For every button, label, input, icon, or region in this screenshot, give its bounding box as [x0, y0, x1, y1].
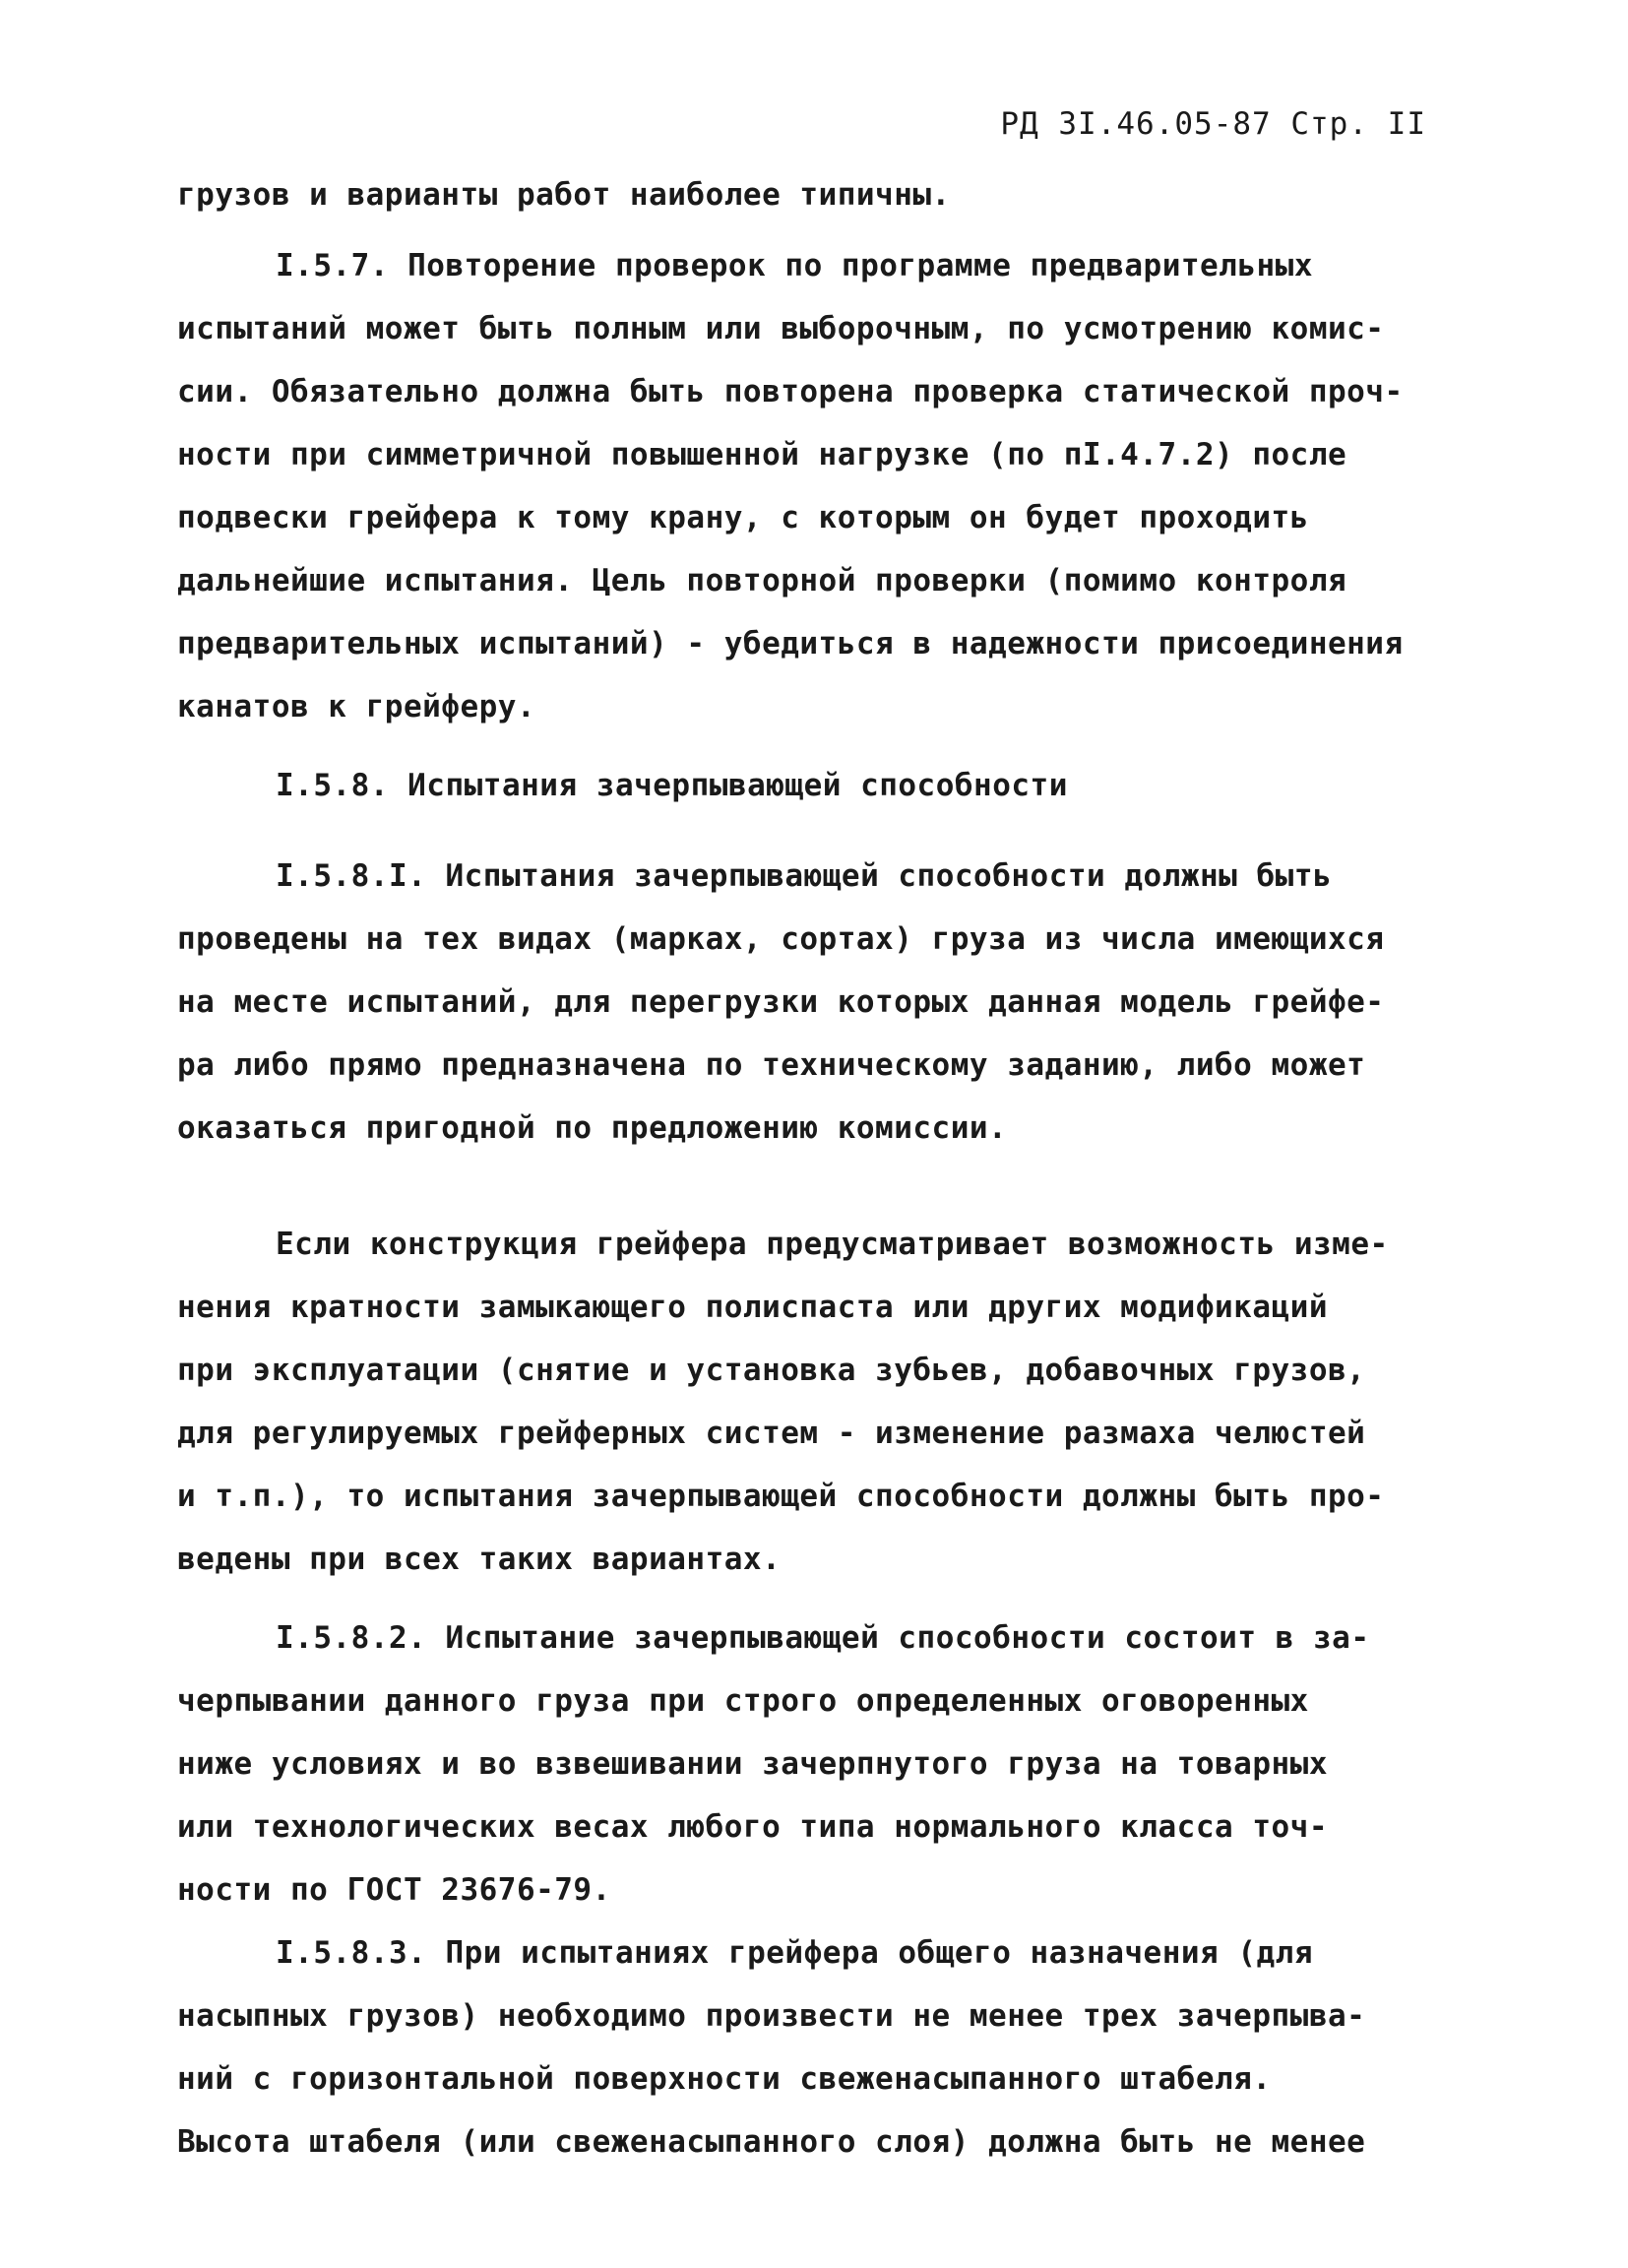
text-line: черпывании данного груза при строго определенных оговоренных: [177, 1683, 1309, 1719]
text-line: подвески грейфера к тому крану, с которым он будет проходить: [177, 500, 1309, 536]
text-line: для регулируемых грейферных систем - изменение размаха челюстей: [177, 1416, 1366, 1451]
text-line: ности при симметричной повышенной нагрузке (по пI.4.7.2) после: [177, 437, 1347, 472]
paragraph-1-5-8: [177, 754, 1457, 817]
paragraph-modifications: [177, 1213, 1457, 1591]
text-line: I.5.7. Повторение проверок по программе предварительных: [276, 248, 1313, 284]
text-line: канатов к грейферу.: [177, 689, 536, 724]
text-line: ний с горизонтальной поверхности свеженасыпанного штабеля.: [177, 2061, 1272, 2097]
text-line: предварительных испытаний) - убедиться в надежности присоединения: [177, 626, 1404, 662]
text-line: I.5.8.3. При испытаниях грейфера общего назначения (для: [276, 1935, 1313, 1971]
text-line: I.5.8.2. Испытание зачерпывающей способности состоит в за-: [276, 1620, 1370, 1656]
text-line: проведены на тех видах (марках, сортах) груза из числа имеющихся: [177, 921, 1385, 957]
text-line: I.5.8.I. Испытания зачерпывающей способности должны быть: [276, 858, 1333, 894]
paragraph-1-5-8-2: [177, 1606, 1457, 1922]
text-line: Если конструкция грейфера предусматривает возможность изме-: [276, 1227, 1389, 1262]
text-line: сии. Обязательно должна быть повторена проверка статической проч-: [177, 374, 1404, 410]
text-line: испытаний может быть полным или выборочным, по усмотрению комис-: [177, 311, 1385, 346]
text-line: на месте испытаний, для перегрузки которых данная модель грейфе-: [177, 984, 1385, 1020]
text-line: и т.п.), то испытания зачерпывающей способности должны быть про-: [177, 1479, 1385, 1514]
text-line: нения кратности замыкающего полиспаста или других модификаций: [177, 1290, 1328, 1325]
page-header: РД 3I.46.05-87 Стр. II: [1000, 106, 1426, 142]
text-line: ниже условиях и во взвешивании зачерпнутого груза на товарных: [177, 1746, 1328, 1782]
section-heading: I.5.8. Испытания зачерпывающей способности: [276, 768, 1068, 803]
paragraph-1-5-8-3: [177, 1922, 1457, 2174]
paragraph-1-5-7: [177, 234, 1457, 738]
paragraph-continuation: [177, 163, 1457, 226]
text-line: ведены при всех таких вариантах.: [177, 1542, 782, 1577]
text-line: ности по ГОСТ 23676-79.: [177, 1872, 611, 1908]
text-line: Высота штабеля (или свеженасыпанного слоя) должна быть не менее: [177, 2124, 1366, 2160]
text-line: дальнейшие испытания. Цель повторной проверки (помимо контроля: [177, 563, 1347, 598]
text-line: или технологических весах любого типа нормального класса точ-: [177, 1809, 1328, 1845]
text-line: грузов и варианты работ наиболее типичны.: [177, 177, 951, 213]
text-line: ра либо прямо предназначена по техническому заданию, либо может: [177, 1047, 1366, 1083]
text-line: оказаться пригодной по предложению комиссии.: [177, 1110, 1008, 1146]
paragraph-1-5-8-1: [177, 845, 1457, 1160]
text-line: при эксплуатации (снятие и установка зубьев, добавочных грузов,: [177, 1353, 1366, 1388]
text-line: насыпных грузов) необходимо произвести не менее трех зачерпыва-: [177, 1998, 1366, 2034]
